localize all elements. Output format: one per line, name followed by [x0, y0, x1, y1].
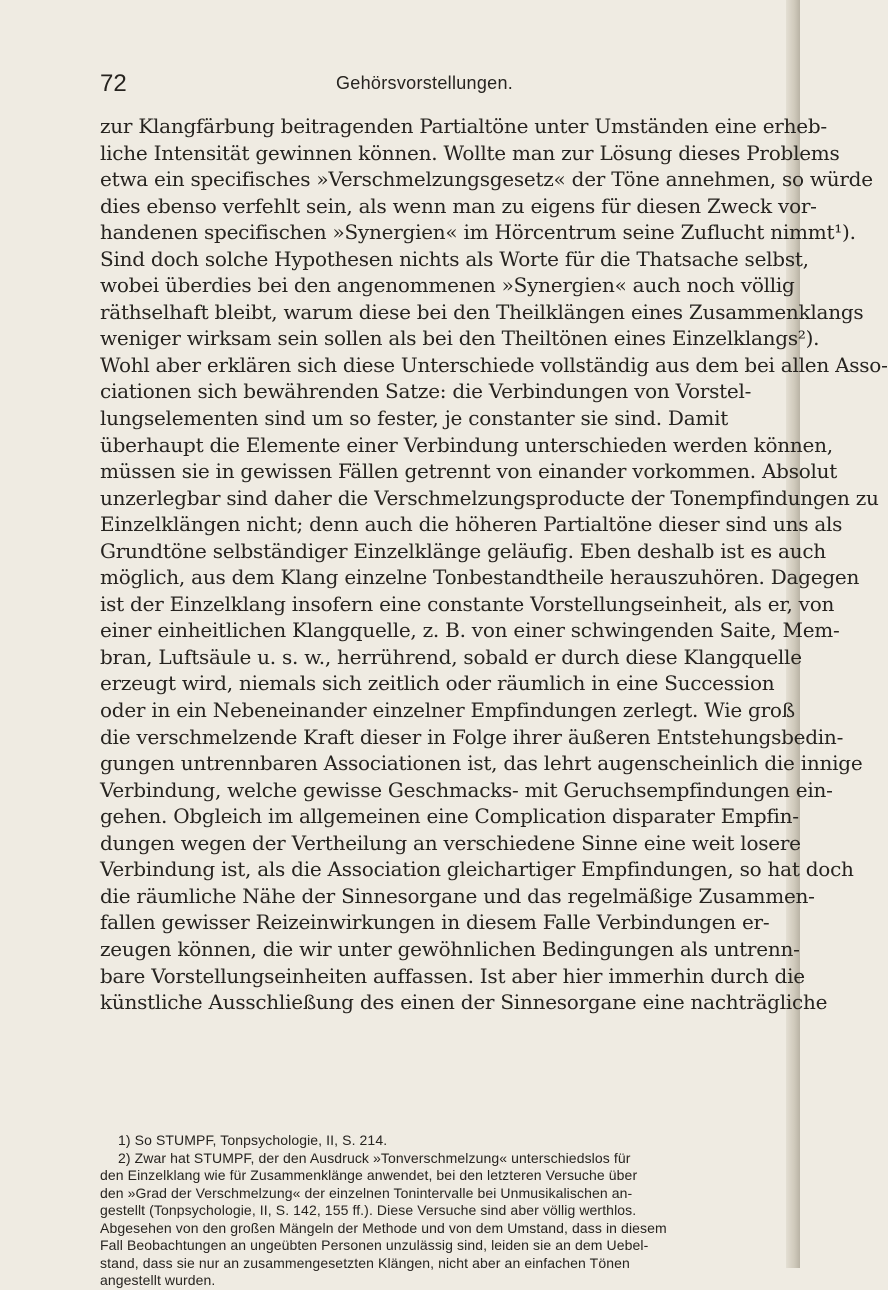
text-line: überhaupt die Elemente einer Verbindung unterschieden werden können, — [100, 432, 833, 457]
footnote-line: den Einzelklang wie für Zusammenklänge anwendet, bei den letzteren Versuche über — [100, 1167, 638, 1183]
text-line: künstliche Ausschließung des einen der Sinnesorgane eine nachträgliche — [100, 990, 828, 1015]
footnote-1: 1) So STUMPF, Tonpsychologie, II, S. 214. — [118, 1132, 388, 1148]
text-line: gungen untrennbaren Associationen ist, das lehrt augenscheinlich die innige — [100, 751, 863, 776]
footnote-line: stand, dass sie nur an zusammengesetzten Klängen, nicht aber an einfachen Tönen — [100, 1254, 630, 1271]
text-line: räthselhaft bleibt, warum diese bei den Theilklängen eines Zusammenklangs — [100, 299, 864, 324]
text-line: etwa ein specifisches »Verschmelzungsgesetz« der Töne annehmen, so würde — [100, 167, 873, 192]
text-line: dungen wegen der Vertheilung an verschiedene Sinne eine weit losere — [100, 830, 801, 855]
text-line: Verbindung ist, als die Association gleichartiger Empfindungen, so hat doch — [100, 857, 854, 882]
footnote-line: gestellt (Tonpsychologie, II, S. 142, 155 ff.). Diese Versuche sind aber völlig werthlos. — [100, 1202, 637, 1218]
text-line: wobei überdies bei den angenommenen »Synergien« auch noch völlig — [100, 273, 795, 298]
text-line: die räumliche Nähe der Sinnesorgane und das regelmäßige Zusammen- — [100, 883, 815, 908]
text-line: ist der Einzelklang insofern eine constante Vorstellungseinheit, als er, von — [100, 591, 835, 616]
footnote-line: den »Grad der Verschmelzung« der einzelnen Tonintervalle bei Unmusikalischen an- — [100, 1184, 633, 1201]
text-line: weniger wirksam sein sollen als bei den Theiltönen eines Einzelklangs²). — [100, 326, 820, 351]
text-line: dies ebenso verfehlt sein, als wenn man zu eigens für diesen Zweck vor- — [100, 193, 817, 218]
text-line: bare Vorstellungseinheiten auffassen. Ist aber hier immerhin durch die — [100, 963, 805, 988]
text-line: gehen. Obgleich im allgemeinen eine Complication disparater Empfin- — [100, 804, 799, 829]
text-line: Verbindung, welche gewisse Geschmacks- mit Geruchsempfindungen ein- — [100, 777, 833, 802]
text-line: zur Klangfärbung beitragenden Partialtöne unter Umständen eine erheb- — [100, 114, 827, 138]
footnote-2: 2) Zwar hat STUMPF, der den Ausdruck »Tonverschmelzung« unterschiedslos für — [118, 1149, 631, 1166]
text-line: oder in ein Nebeneinander einzelner Empfindungen zerlegt. Wie groß — [100, 698, 795, 723]
footnote-line: Fall Beobachtungen an ungeübten Personen unzulässig sind, leiden sie an dem Uebel- — [100, 1237, 649, 1253]
text-line: die verschmelzende Kraft dieser in Folge ihrer äußeren Entstehungsbedin- — [100, 724, 844, 749]
text-line: fallen gewisser Reizeinwirkungen in diesem Falle Verbindungen er- — [100, 910, 770, 935]
text-line: erzeugt wird, niemals sich zeitlich oder räumlich in eine Succession — [100, 671, 775, 696]
text-line: Wohl aber erklären sich diese Unterschiede vollständig aus dem bei allen Asso- — [100, 352, 888, 377]
text-line: möglich, aus dem Klang einzelne Tonbestandtheile herauszuhören. Dagegen — [100, 565, 860, 590]
running-title: Gehörsvorstellungen. — [336, 73, 514, 93]
text-line: Sind doch solche Hypothesen nichts als Worte für die Thatsache selbst, — [100, 246, 809, 271]
text-line: müssen sie in gewissen Fällen getrennt von einander vorkommen. Absolut — [100, 459, 838, 484]
text-line: einer einheitlichen Klangquelle, z. B. von einer schwingenden Saite, Mem- — [100, 618, 840, 643]
text-line: ciationen sich bewährenden Satze: die Verbindungen von Vorstel- — [100, 379, 752, 404]
text-line: zeugen können, die wir unter gewöhnlichen Bedingungen als untrenn- — [100, 936, 800, 961]
text-line: bran, Luftsäule u. s. w., herrührend, sobald er durch diese Klangquelle — [100, 644, 802, 669]
text-line: Einzelklängen nicht; denn auch die höheren Partialtöne dieser sind uns als — [100, 512, 843, 537]
body-text — [100, 113, 888, 1016]
text-line: liche Intensität gewinnen können. Wollte man zur Lösung dieses Problems — [100, 140, 840, 165]
page-number: 72 — [100, 70, 127, 97]
footnotes — [100, 1132, 795, 1290]
text-line: lungselementen sind um so fester, je constanter sie sind. Damit — [100, 406, 729, 431]
text-line: handenen specifischen »Synergien« im Hörcentrum seine Zuflucht nimmt¹). — [100, 220, 856, 245]
text-line: Grundtöne selbständiger Einzelklänge geläufig. Eben deshalb ist es auch — [100, 538, 826, 563]
footnote-line: Abgesehen von den großen Mängeln der Methode und von dem Umstand, dass in diesem — [100, 1219, 667, 1236]
footnote-line: angestellt wurden. — [100, 1272, 216, 1288]
text-line: unzerlegbar sind daher die Verschmelzungsproducte der Tonempfindungen zu — [100, 485, 879, 510]
running-head — [100, 70, 790, 100]
